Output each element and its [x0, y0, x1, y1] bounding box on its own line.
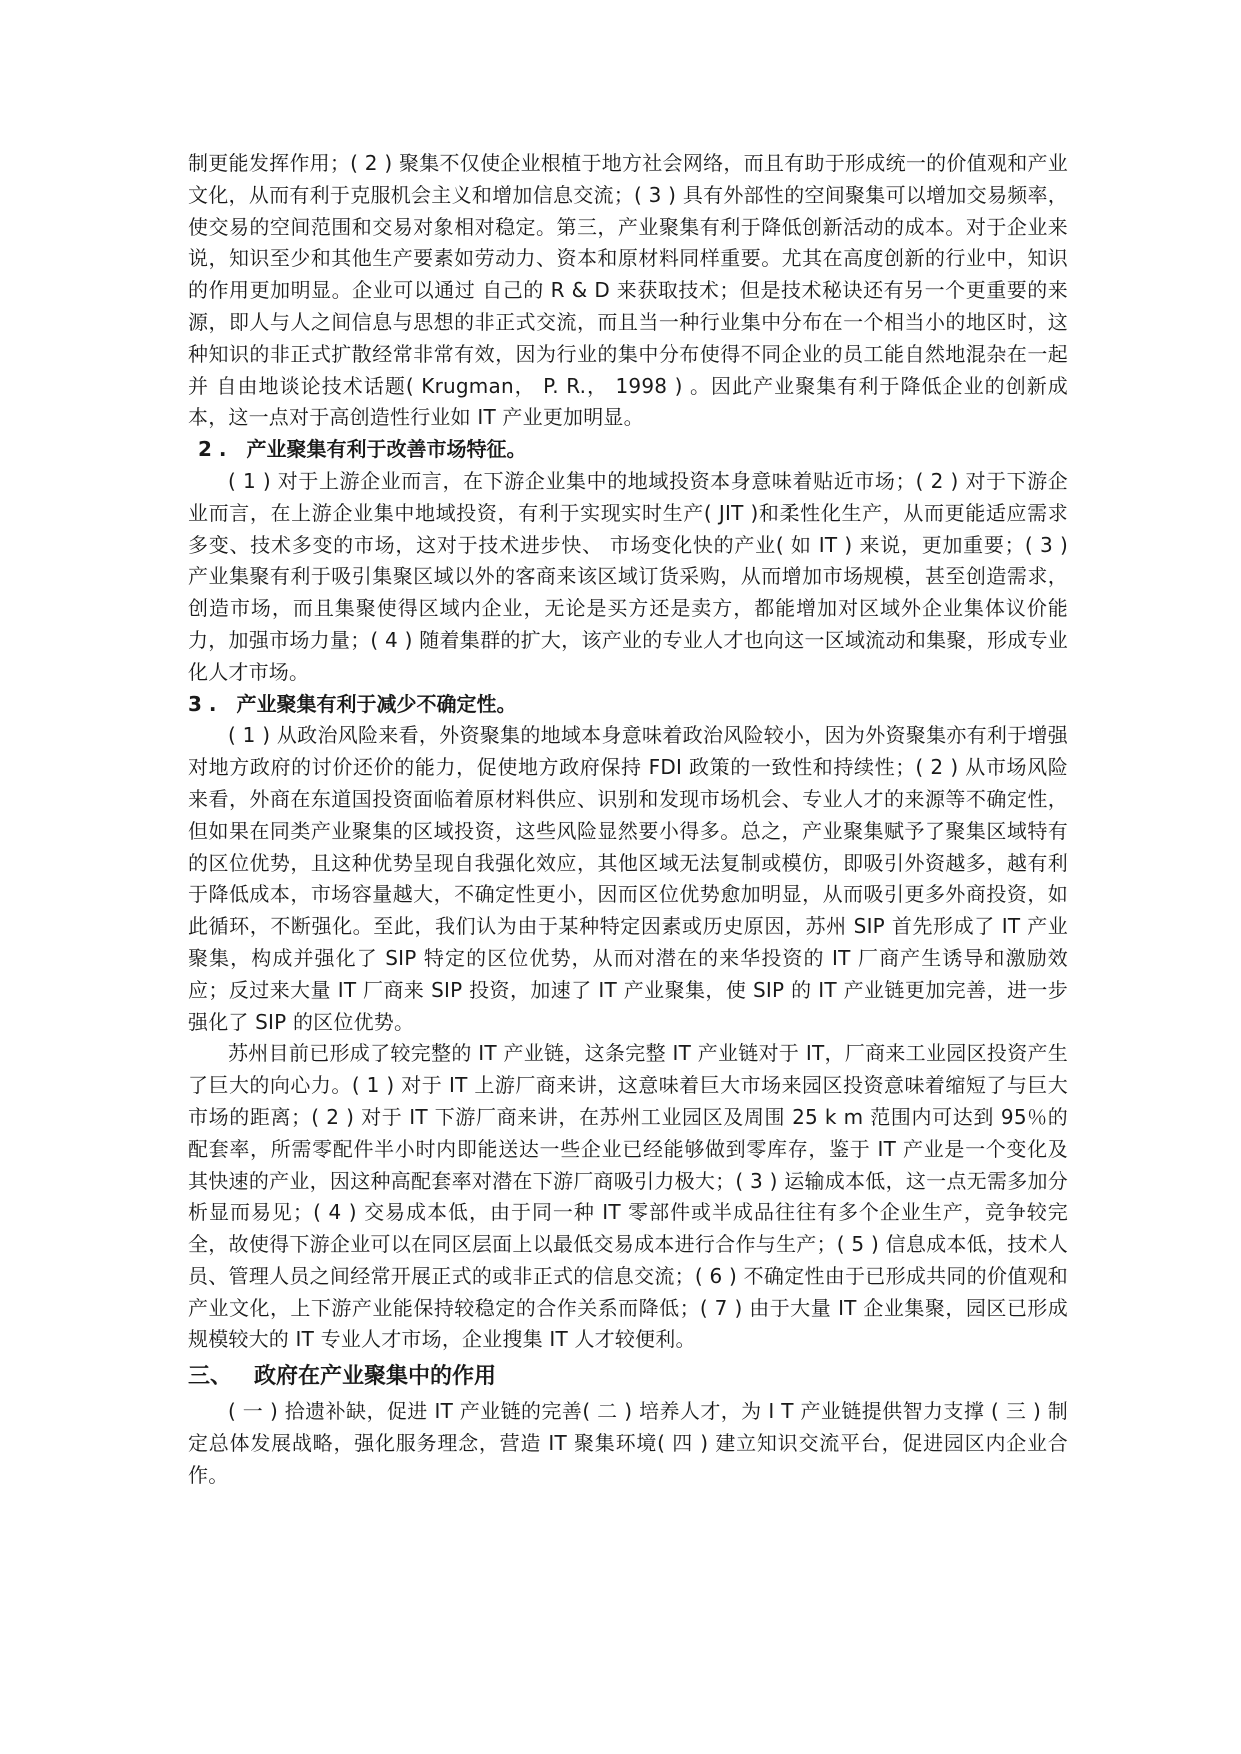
- section-number: 三、: [188, 1364, 233, 1390]
- section-heading-government-role: [188, 1360, 1068, 1394]
- paragraph-market-features: ( 1 ) 对于上游企业而言，在下游企业集中的地域投资本身意味着贴近市场；( 2 ) 对于下游企业而言，在上游企业集中地域投资，有利于实现实时生产( JIT )和柔性化生产，从而更能适应需求多变、技术多变的市场，这对于技术进步快、 市场变化快的产业( 如 IT ) 来说，更加重要；( 3 ) 产业集聚有利于吸引集聚区域以外的客商来该区域订货采购，从而增加市场规模，甚至创造需求，创造市场，而且集聚使得区域内企业，无论是买方还是卖方，都能增加对区域外企业集体议价能力，加强市场力量；( 4 ) 随着集群的扩大，该产业的专业人才也向这一区域流动和集聚，形成专业化人才市场。: [188, 468, 1068, 684]
- paragraph-innovation-cost: 制更能发挥作用；( 2 ) 聚集不仅使企业根植于地方社会网络，而且有助于形成统一的价值观和产业文化，从而有利于克服机会主义和增加信息交流；( 3 ) 具有外部性的空间聚集可以增加交易频率，使交易的空间范围和交易对象相对稳定。第三，产业聚集有利于降低创新活动的成本。对于企业来说，知识至少和其他生产要素如劳动力、资本和原材料同样重要。尤其在高度创新的行业中，知识的作用更加明显。企业可以通过 自己的 R & D 来获取技术；但是技术秘诀还有另一个更重要的来源，即人与人之间信息与思想的非正式交流，而且当一种行业集中分布在一个相当小的地区时，这种知识的非正式扩散经常非常有效，因为行业的集中分布使得不同企业的员工能自然地混杂在一起并 自由地谈论技术话题( Krugman， P. R.， 1998 ) 。因此产业聚集有利于降低企业的创新成本，这一点对于高创造性行业如 IT 产业更加明显。: [188, 151, 1068, 430]
- subheading-market-features: 2 . 产业聚集有利于改善市场特征。: [198, 437, 527, 462]
- paragraph-government-measures: ( 一 ) 拾遗补缺，促进 IT 产业链的完善( 二 ) 培养人才，为 I T 产业链提供智力支撑 ( 三 ) 制定总体发展战略，强化服务理念，营造 IT 聚集环境( 四 ) 建立知识交流平台，促进园区内企业合作。: [188, 1399, 1068, 1487]
- paragraph-uncertainty: ( 1 ) 从政治风险来看，外资聚集的地域本身意味着政治风险较小，因为外资聚集亦有利于增强对地方政府的讨价还价的能力，促使地方政府保持 FDI 政策的一致性和持续性；( 2 ) 从市场风险来看，外商在东道国投资面临着原材料供应、识别和发现市场机会、专业人才的来源等不确定性，但如果在同类产业聚集的区域投资，这些风险显然要小得多。总之，产业聚集赋予了聚集区域特有的区位优势，且这种优势呈现自我强化效应，其他区域无法复制或模仿，即吸引外资越多，越有利于降低成本，市场容量越大，不确定性更小，因而区位优势愈加明显，从而吸引更多外商投资，如此循环，不断强化。至此，我们认为由于某种特定因素或历史原因，苏州 SIP 首先形成了 IT 产业聚集，构成并强化了 SIP 特定的区位优势，从而对潜在的来华投资的 IT 厂商产生诱导和激励效应；反过来大量 IT 厂商来 SIP 投资，加速了 IT 产业聚集，使 SIP 的 IT 产业链更加完善，进一步强化了 SIP 的区位优势。: [188, 723, 1068, 1034]
- subheading-uncertainty: 3 . 产业聚集有利于减少不确定性。: [188, 691, 517, 716]
- document-body: [188, 148, 1068, 1492]
- paragraph-it-industry-chain: 苏州目前已形成了较完整的 IT 产业链，这条完整 IT 产业链对于 IT，厂商来工业园区投资产生了巨大的向心力。( 1 ) 对于 IT 上游厂商来讲，这意味着巨大市场来园区投资意味着缩短了与巨大市场的距离；( 2 ) 对于 IT 下游厂商来讲，在苏州工业园区及周围 25 k m 范围内可达到 95％的配套率，所需零配件半小时内即能送达一些企业已经能够做到零库存，鉴于 IT 产业是一个变化及其快速的产业，因这种高配套率对潜在下游厂商吸引力极大；( 3 ) 运输成本低，这一点无需多加分析显而易见；( 4 ) 交易成本低，由于同一种 IT 零部件或半成品往往有多个企业生产，竞争较完全，故使得下游企业可以在同区层面上以最低交易成本进行合作与生产；( 5 ) 信息成本低，技术人员、管理人员之间经常开展正式的或非正式的信息交流；( 6 ) 不确定性由于已形成共同的价值观和产业文化，上下游产业能保持较稳定的合作关系而降低；( 7 ) 由于大量 IT 企业集聚，园区已形成规模较大的 IT 专业人才市场，企业搜集 IT 人才较便利。: [188, 1041, 1068, 1352]
- section-title: 政府在产业聚集中的作用: [254, 1364, 497, 1390]
